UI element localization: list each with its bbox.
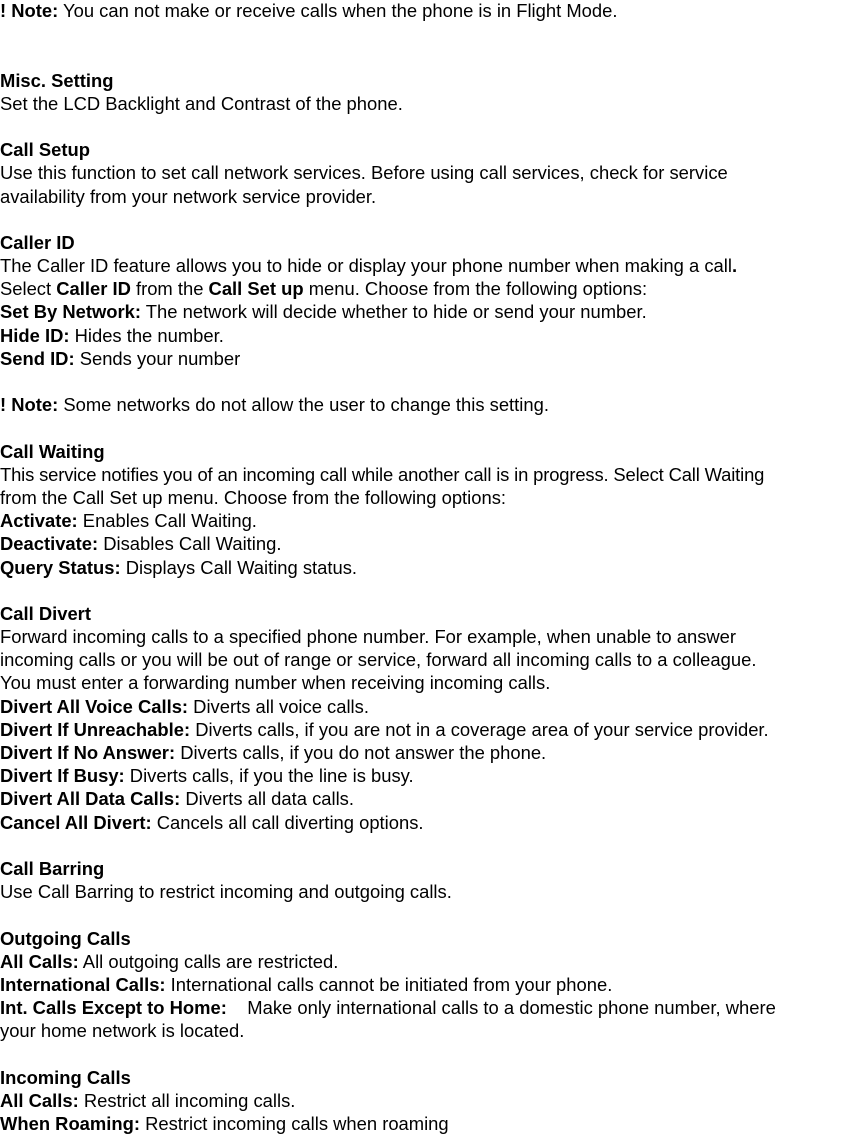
note-label: ! Note: bbox=[0, 394, 59, 416]
call-divert-option: Divert All Voice Calls: Diverts all voice calls. bbox=[0, 695, 369, 717]
note-text: You can not make or receive calls when the phone is in Flight Mode. bbox=[58, 0, 618, 21]
caller-id-option: Hide ID: Hides the number. bbox=[0, 324, 224, 346]
call-divert-option: Divert If Unreachable: Diverts calls, if you are not in a coverage area of your service provider. bbox=[0, 718, 769, 740]
call-divert-body-line: incoming calls or you will be out of range or service, forward all incoming calls to a colleague. bbox=[0, 649, 757, 671]
caller-id-select-instruction: Select Caller ID from the Call Set up menu. Choose from the following options: bbox=[0, 278, 648, 300]
caller-id-heading: Caller ID bbox=[0, 231, 75, 253]
misc-setting-heading: Misc. Setting bbox=[0, 69, 114, 91]
outgoing-option: International Calls: International calls cannot be initiated from your phone. bbox=[0, 973, 613, 995]
call-waiting-heading: Call Waiting bbox=[0, 440, 105, 462]
misc-setting-body: Set the LCD Backlight and Contrast of the phone. bbox=[0, 92, 403, 114]
outgoing-calls-heading: Outgoing Calls bbox=[0, 927, 131, 949]
caller-id-intro: The Caller ID feature allows you to hide or display your phone number when making a call. bbox=[0, 255, 738, 277]
note-label: ! Note: bbox=[0, 0, 59, 21]
call-setup-heading: Call Setup bbox=[0, 139, 90, 161]
call-setup-body-line: Use this function to set call network services. Before using call services, check for service bbox=[0, 162, 728, 184]
call-waiting-option: Query Status: Displays Call Waiting status. bbox=[0, 556, 358, 578]
call-divert-body-line: You must enter a forwarding number when receiving incoming calls. bbox=[0, 672, 551, 694]
caller-id-option: Send ID: Sends your number bbox=[0, 347, 241, 369]
call-divert-body-line: Forward incoming calls to a specified phone number. For example, when unable to answer bbox=[0, 626, 737, 648]
call-waiting-option: Deactivate: Disables Call Waiting. bbox=[0, 533, 282, 555]
call-divert-heading: Call Divert bbox=[0, 602, 91, 624]
call-waiting-body-line: from the Call Set up menu. Choose from the following options: bbox=[0, 486, 507, 508]
incoming-option: When Roaming: Restrict incoming calls when roaming bbox=[0, 1113, 449, 1134]
outgoing-option: All Calls: All outgoing calls are restricted. bbox=[0, 950, 339, 972]
networks-note bbox=[0, 393, 858, 416]
note-text: Some networks do not allow the user to change this setting. bbox=[58, 394, 549, 416]
call-divert-option: Cancel All Divert: Cancels all call diverting options. bbox=[0, 811, 424, 833]
call-setup-body-line: availability from your network service provider. bbox=[0, 185, 377, 207]
call-divert-option: Divert If No Answer: Diverts calls, if you do not answer the phone. bbox=[0, 742, 547, 763]
call-divert-option: Divert If Busy: Diverts calls, if you the line is busy. bbox=[0, 765, 414, 787]
call-barring-body: Use Call Barring to restrict incoming and outgoing calls. bbox=[0, 881, 452, 903]
call-waiting-body-line: This service notifies you of an incoming call while another call is in progress. Select Call Waiting bbox=[0, 463, 765, 485]
outgoing-except-home-continuation: your home network is located. bbox=[0, 1020, 245, 1042]
incoming-option: All Calls: Restrict all incoming calls. bbox=[0, 1089, 296, 1111]
call-barring-heading: Call Barring bbox=[0, 857, 105, 879]
outgoing-option-except-home: Int. Calls Except to Home: Make only international calls to a domestic phone number, where bbox=[0, 997, 776, 1019]
call-divert-option: Divert All Data Calls: Diverts all data calls. bbox=[0, 788, 354, 810]
incoming-calls-heading: Incoming Calls bbox=[0, 1066, 131, 1088]
flight-mode-note bbox=[0, 0, 858, 22]
caller-id-option: Set By Network: The network will decide whether to hide or send your number. bbox=[0, 301, 647, 323]
call-waiting-option: Activate: Enables Call Waiting. bbox=[0, 510, 257, 532]
